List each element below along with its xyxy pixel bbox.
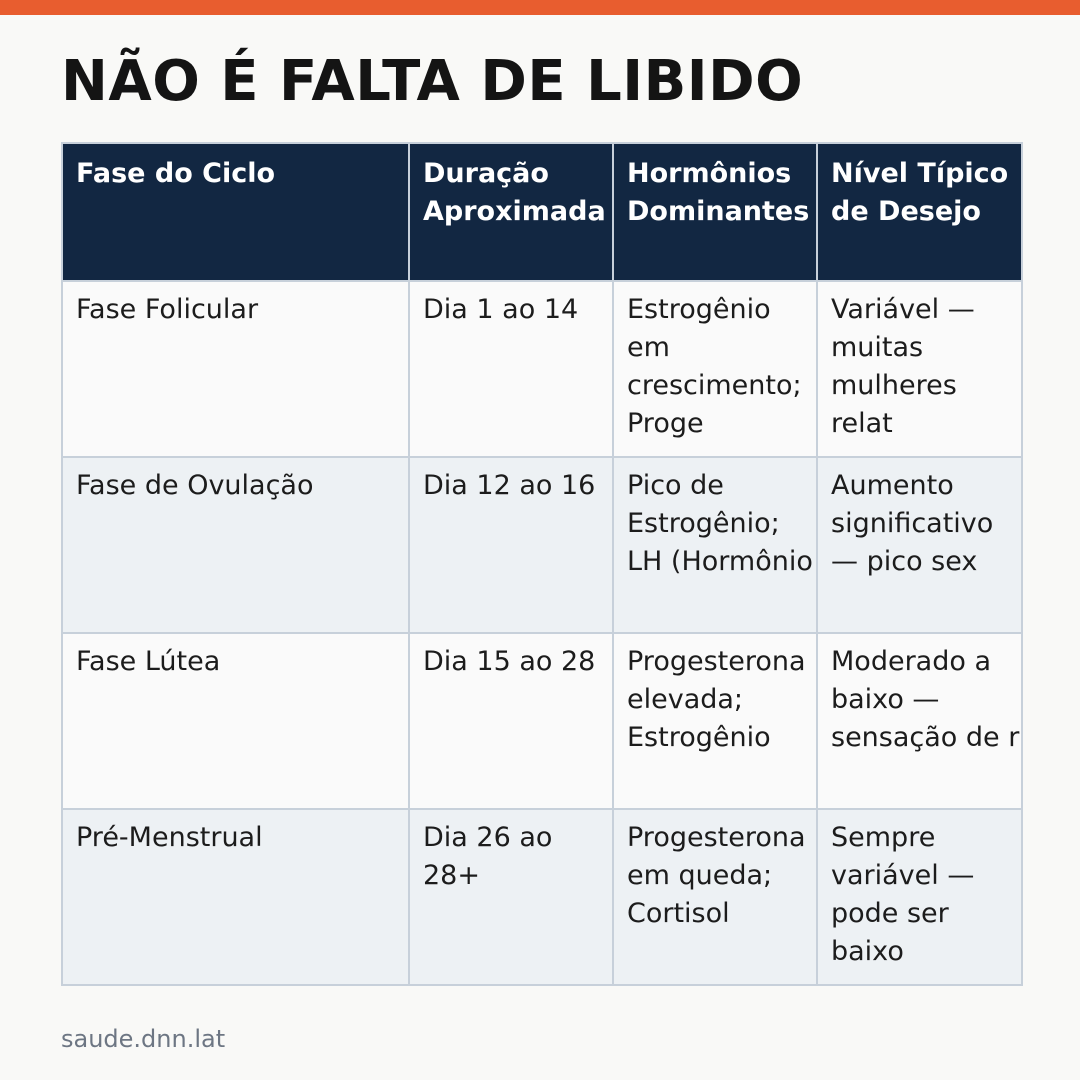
cell-hormones: Estrogênio em crescimento; Proge — [613, 281, 817, 457]
column-header-hormones: Hormônios Dominantes — [613, 143, 817, 281]
cell-duration: Dia 15 ao 28 — [409, 633, 613, 809]
cell-phase: Fase Folicular — [62, 281, 409, 457]
column-header-duration: Duração Aproximada — [409, 143, 613, 281]
page-title: NÃO É FALTA DE LIBIDO — [61, 49, 804, 114]
column-header-phase: Fase do Ciclo — [62, 143, 409, 281]
table-row — [62, 809, 1022, 985]
cell-hormones: Progesterona em queda; Cortisol — [613, 809, 817, 985]
table-row — [62, 457, 1022, 633]
table-header-row — [62, 143, 1022, 281]
column-header-desire: Nível Típico de Desejo — [817, 143, 1022, 281]
cell-duration: Dia 12 ao 16 — [409, 457, 613, 633]
table-row — [62, 633, 1022, 809]
cell-desire: Aumento significativo — pico sex — [817, 457, 1022, 633]
cell-duration: Dia 1 ao 14 — [409, 281, 613, 457]
cell-phase: Fase Lútea — [62, 633, 409, 809]
source-url: saude.dnn.lat — [61, 1025, 226, 1053]
accent-bar — [0, 0, 1080, 15]
cell-duration: Dia 26 ao 28+ — [409, 809, 613, 985]
cell-hormones: Progesterona elevada; Estrogênio — [613, 633, 817, 809]
cell-desire: Variável — muitas mulheres relat — [817, 281, 1022, 457]
cell-phase: Pré-Menstrual — [62, 809, 409, 985]
cell-desire: Sempre variável — pode ser baixo — [817, 809, 1022, 985]
cell-phase: Fase de Ovulação — [62, 457, 409, 633]
cell-desire: Moderado a baixo — sensação de r — [817, 633, 1022, 809]
table-row — [62, 281, 1022, 457]
cycle-phase-table — [61, 142, 1023, 986]
cell-hormones: Pico de Estrogênio; LH (Hormônio — [613, 457, 817, 633]
